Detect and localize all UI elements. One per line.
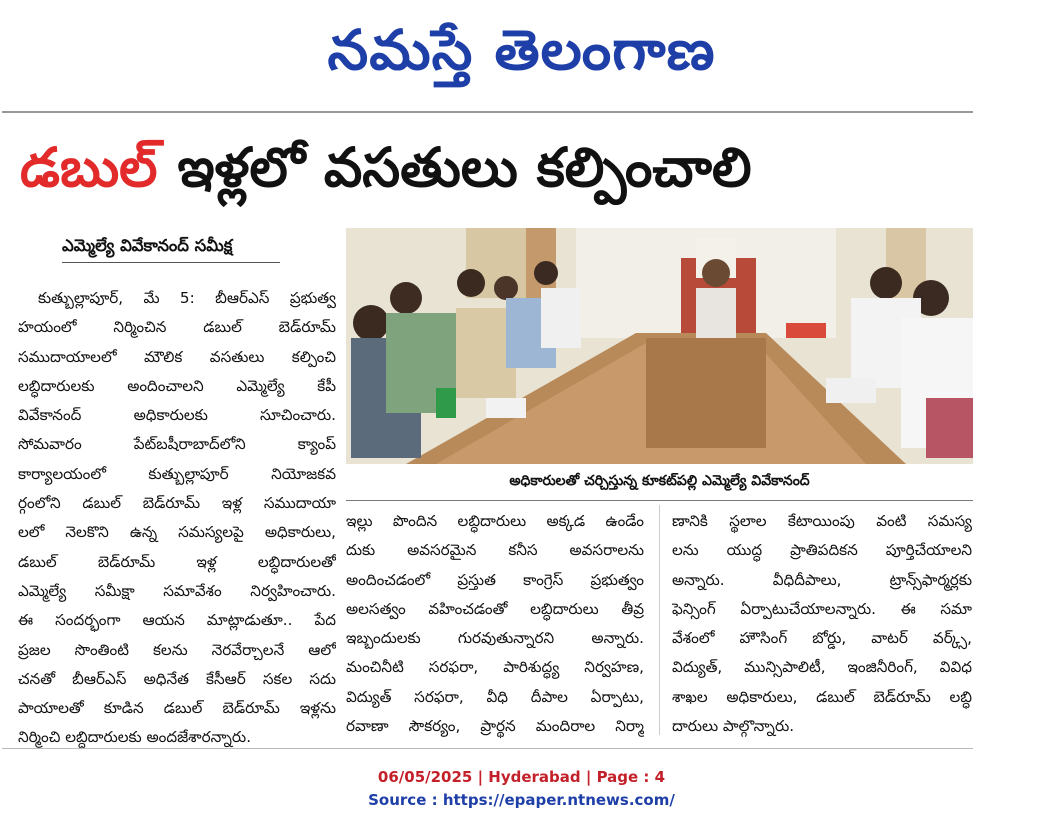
column-line: విద్యుత్ సరఫరా, వీధి దీపాల ఏర్పాటు, xyxy=(346,687,644,706)
footer-date-page: 06/05/2025 | Hyderabad | Page : 4 xyxy=(377,768,666,786)
article-column-3 xyxy=(672,507,972,741)
article-kicker: ఎమ్మెల్యే వివేకానంద్ సమీక్ష xyxy=(62,235,233,255)
newspaper-logo-title: నమస్తే తెలంగాణ xyxy=(327,17,716,83)
column-divider xyxy=(659,505,660,735)
column-line: నిర్మించి లబ్ధిదారులకు అందజేశారన్నారు. xyxy=(18,728,252,747)
column-line: లలో నెలకొని ఉన్న సమస్యలపై అధికారులు, xyxy=(18,523,336,542)
column-line: అందించడంలో ప్రస్తుత కాంగ్రెస్ ప్రభుత్వం xyxy=(346,570,644,589)
column-line: దుకు అవసరమైన కనీస అవసరాలను xyxy=(346,541,644,560)
column-line: లబ్ధిదారులకు అందించాలని ఎమ్మెల్యే కేపీ xyxy=(18,376,336,395)
headline-black-part: ఇళ్లలో వసతులు కల్పించాలి xyxy=(177,136,752,199)
column-line: హయంలో నిర్మించిన డబుల్ బెడ్‌రూమ్ xyxy=(18,318,336,337)
column-line: ఇబ్బందులకు గురవుతున్నారని అన్నారు. xyxy=(346,629,644,648)
meeting-photo-illustration xyxy=(346,228,973,464)
article-column-1 xyxy=(18,284,336,753)
column-line: ప్రజల సొంతింటి కలను నెరవేర్చాలనే ఆలో xyxy=(18,640,336,659)
column-line: వివేకానంద్ అధికారులకు సూచించారు. xyxy=(18,406,336,425)
column-line: ఇల్లు పొందిన లబ్ధిదారులు అక్కడ ఉండేం xyxy=(346,512,644,530)
headline-red-part: డబుల్ xyxy=(20,136,158,199)
column-line: విద్యుత్, మున్సిపాలిటీ, ఇంజినీరింగ్, వివిధ xyxy=(672,658,972,677)
column-line: చనతో బీఆర్‌ఎస్ అధినేత కేసీఆర్ సకల సదు xyxy=(18,669,336,688)
column-line: వేశంలో హౌసింగ్ బోర్డు, వాటర్ వర్క్స్, xyxy=(672,629,972,648)
column-line: ణానికి స్థలాల కేటాయింపు వంటి సమస్య xyxy=(672,512,972,530)
column-line: రవాణా సౌకర్యం, ప్రార్థన మందిరాల నిర్మా xyxy=(346,717,644,736)
column-line: ర్గంలోని డబుల్ బెడ్‌రూమ్ ఇళ్ల సముదాయా xyxy=(18,494,336,513)
column-line: డబుల్ బెడ్‌రూమ్ ఇళ్ల లబ్ధిదారులతో xyxy=(18,552,336,571)
meeting-photo xyxy=(346,228,973,464)
column-line: కార్యాలయంలో కుత్బుల్లాపూర్ నియోజకవ xyxy=(18,464,336,483)
column-line: దారులు పాల్గొన్నారు. xyxy=(672,717,795,736)
column-line: ఎమ్మెల్యే సమీక్షా సమావేశం నిర్వహించారు. xyxy=(18,581,336,600)
column-line: కుత్బుల్లాపూర్, మే 5: బీఆర్‌ఎస్ ప్రభుత్వ xyxy=(38,289,336,307)
article-headline xyxy=(20,128,975,208)
top-divider xyxy=(2,111,973,113)
column-line: అలసత్వం వహించడంతో లబ్ధిదారులు తీవ్ర xyxy=(346,599,644,618)
column-line: సముదాయాలలో మౌలిక వసతులు కల్పించి xyxy=(18,347,336,366)
column-line: ఈ సందర్భంగా ఆయన మాట్లాడుతూ.. పేద xyxy=(18,611,336,630)
bottom-divider xyxy=(2,748,973,749)
column-line: మంచినీటి సరఫరా, పారిశుద్ధ్య నిర్వహణ, xyxy=(346,658,644,677)
masthead xyxy=(0,0,1043,100)
article-column-2 xyxy=(346,507,644,741)
column-line: శాఖల అధికారులు, డబుల్ బెడ్‌రూమ్ లబ్ధి xyxy=(672,687,972,706)
column-line: లను యుద్ధ ప్రాతిపదికన పూర్తిచేయాలని xyxy=(672,541,972,560)
kicker-underline xyxy=(62,262,280,263)
column-line: సోమవారం పేట్‌బషీరాబాద్‌లోని క్యాంప్ xyxy=(18,435,336,454)
column-line: ఫెన్సింగ్ ఏర్పాటుచేయాలన్నారు. ఈ సమా xyxy=(672,599,972,618)
photo-caption: అధికారులతో చర్చిస్తున్న కూకట్‌పల్లి ఎమ్మెల్యే వివేకానంద్ xyxy=(509,472,810,489)
caption-divider xyxy=(346,500,973,501)
column-line: పాయాలతో కూడిన డబుల్ బెడ్‌రూమ్ ఇళ్లను xyxy=(18,699,336,718)
footer-source-link[interactable]: Source : https://epaper.ntnews.com/ xyxy=(368,791,675,809)
column-line: అన్నారు. వీధిదీపాలు, ట్రాన్స్‌ఫార్మర్లకు xyxy=(672,570,972,589)
